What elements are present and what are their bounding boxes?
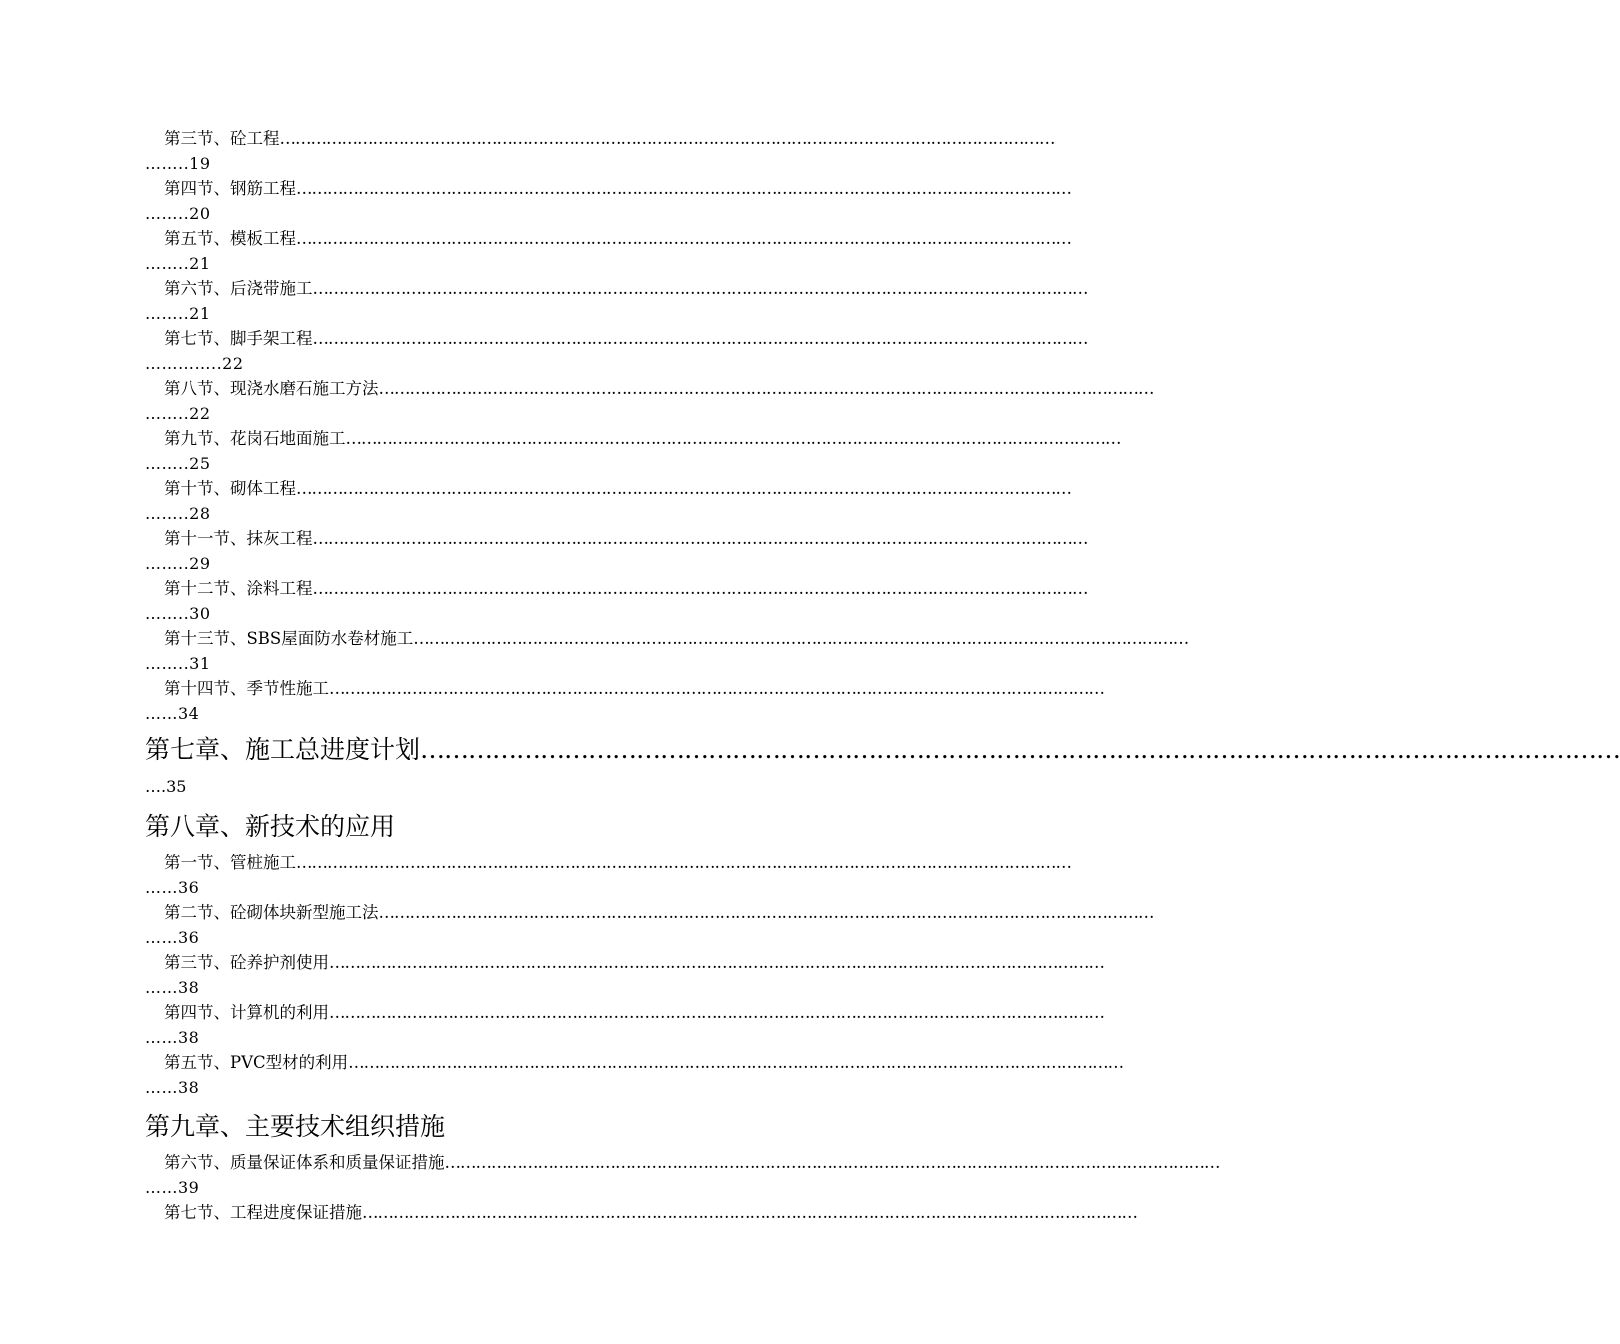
toc-entry-title: 第六节、质量保证体系和质量保证措施 [164, 1153, 445, 1172]
dot-leader: …………………………………………………………………………………………………………………………………… [348, 1053, 1124, 1072]
toc-entry-title: 第十四节、季节性施工 [164, 679, 329, 698]
toc-entry[interactable] [145, 226, 1071, 276]
toc-entry-title: 第五节、PVC型材的利用 [164, 1053, 349, 1072]
toc-entry-title: 第八节、现浇水磨石施工方法 [164, 379, 379, 398]
dot-leader: …………………………………………………………………………………………………………………………………… [296, 853, 1071, 872]
toc-entry[interactable] [145, 126, 1055, 176]
toc-entry[interactable] [145, 850, 1071, 900]
toc-entry[interactable] [145, 576, 1088, 626]
toc-entry-title: 第四节、计算机的利用 [164, 1003, 329, 1022]
toc-chapter-entry[interactable] [145, 800, 805, 850]
dot-leader: …………………………………………………………………………………………………………………………………… [413, 629, 1189, 648]
toc-entry[interactable] [145, 676, 1104, 726]
toc-entry-page: ……..31 [145, 654, 211, 673]
toc-entry[interactable] [145, 1050, 1124, 1100]
dot-leader: …………………………………………………………………………………………………………………………………… [279, 129, 1055, 148]
toc-entry-page: ……36 [145, 878, 200, 897]
toc-entry-title: 第二节、砼砌体块新型施工法 [164, 903, 379, 922]
dot-leader: …………………………………………………………………………………………………………………………………… [444, 1153, 1220, 1172]
toc-chapter-entry[interactable] [145, 1100, 805, 1150]
toc-entry-title: 第四节、钢筋工程 [164, 179, 296, 198]
dot-leader: …………………………………………………………………………………………………………………………………… [378, 379, 1154, 398]
toc-entry[interactable] [145, 426, 1121, 476]
toc-entry-page: ……38 [145, 1078, 200, 1097]
toc-entry[interactable] [145, 326, 1088, 376]
toc-entry-title: 第一节、管桩施工 [164, 853, 296, 872]
toc-entry-title: 第十二节、涂料工程 [164, 579, 313, 598]
toc-entry-title: 第十节、砌体工程 [164, 479, 296, 498]
dot-leader: …………………………………………………………………………………………………………………………………… [296, 179, 1071, 198]
toc-entry[interactable] [145, 376, 1154, 426]
toc-entry[interactable] [145, 950, 1104, 1000]
toc-chapter-title: 第八章、新技术的应用 [145, 812, 396, 841]
toc-entry-page: ……..21 [145, 304, 211, 323]
table-of-contents [145, 126, 1620, 1225]
toc-entry-page: ……..25 [145, 454, 211, 473]
toc-entry-page: ……..29 [145, 554, 211, 573]
dot-leader: …………………………………………………………………………………………………………………………………… [345, 429, 1121, 448]
toc-entry-page: ……..22 [145, 404, 211, 423]
toc-entry-page: ……34 [145, 704, 200, 723]
toc-entry-page: ……39 [145, 1178, 200, 1197]
toc-entry-page: ……..20 [145, 204, 211, 223]
toc-entry[interactable] [145, 626, 1189, 676]
dot-leader: …………………………………………………………………………………………………………………………………… [312, 579, 1088, 598]
toc-entry-title: 第十一节、抹灰工程 [164, 529, 313, 548]
toc-chapter-entry[interactable] [145, 726, 1620, 800]
toc-entry[interactable] [145, 1000, 1104, 1050]
dot-leader: …………………………………………………………………………………………………………………………………… [296, 479, 1071, 498]
toc-entry-title: 第十三节、SBS屋面防水卷材施工 [164, 629, 414, 648]
toc-entry-title: 第七节、工程进度保证措施 [164, 1203, 362, 1222]
toc-entry-title: 第三节、砼工程 [164, 129, 280, 148]
dot-leader: …………………………………………………………………………………………………………………………………… [312, 529, 1088, 548]
dot-leader: …………………………………………………………………………………………………………………………………… [296, 229, 1071, 248]
toc-entry-page: ……36 [145, 928, 200, 947]
toc-chapter-title: 第七章、施工总进度计划 [145, 735, 421, 764]
toc-entry-title: 第九节、花岗石地面施工 [164, 429, 346, 448]
toc-entry[interactable] [145, 1200, 1137, 1225]
toc-chapter-title: 第九章、主要技术组织措施 [145, 1112, 446, 1141]
toc-entry[interactable] [145, 176, 1071, 226]
toc-entry-page: ……..30 [145, 604, 211, 623]
toc-entry-title: 第五节、模板工程 [164, 229, 296, 248]
dot-leader: …………………………………………………………………………………………………………………………………… [378, 903, 1154, 922]
toc-entry[interactable] [145, 476, 1071, 526]
toc-entry[interactable] [145, 276, 1088, 326]
toc-entry-title: 第七节、脚手架工程 [164, 329, 313, 348]
dot-leader: …………………………………………………………………………………………………………………………………… [420, 735, 1620, 764]
dot-leader: …………………………………………………………………………………………………………………………………… [312, 279, 1088, 298]
toc-entry-title: 第六节、后浇带施工 [164, 279, 313, 298]
toc-entry-page: ……38 [145, 978, 200, 997]
toc-entry[interactable] [145, 900, 1154, 950]
toc-entry[interactable] [145, 1150, 1220, 1200]
toc-entry-page: ……..21 [145, 254, 211, 273]
toc-entry[interactable] [145, 526, 1088, 576]
toc-entry-page: ……..19 [145, 154, 211, 173]
dot-leader: …………………………………………………………………………………………………………………………………… [329, 953, 1104, 972]
dot-leader: …………………………………………………………………………………………………………………………………… [362, 1203, 1137, 1222]
dot-leader: …………………………………………………………………………………………………………………………………… [329, 679, 1104, 698]
toc-entry-page: …………..22 [145, 354, 244, 373]
dot-leader: …………………………………………………………………………………………………………………………………… [329, 1003, 1104, 1022]
dot-leader: …………………………………………………………………………………………………………………………………… [312, 329, 1088, 348]
toc-entry-page: ….35 [145, 777, 187, 796]
toc-entry-page: ……..28 [145, 504, 211, 523]
toc-entry-page: ……38 [145, 1028, 200, 1047]
toc-entry-title: 第三节、砼养护剂使用 [164, 953, 329, 972]
